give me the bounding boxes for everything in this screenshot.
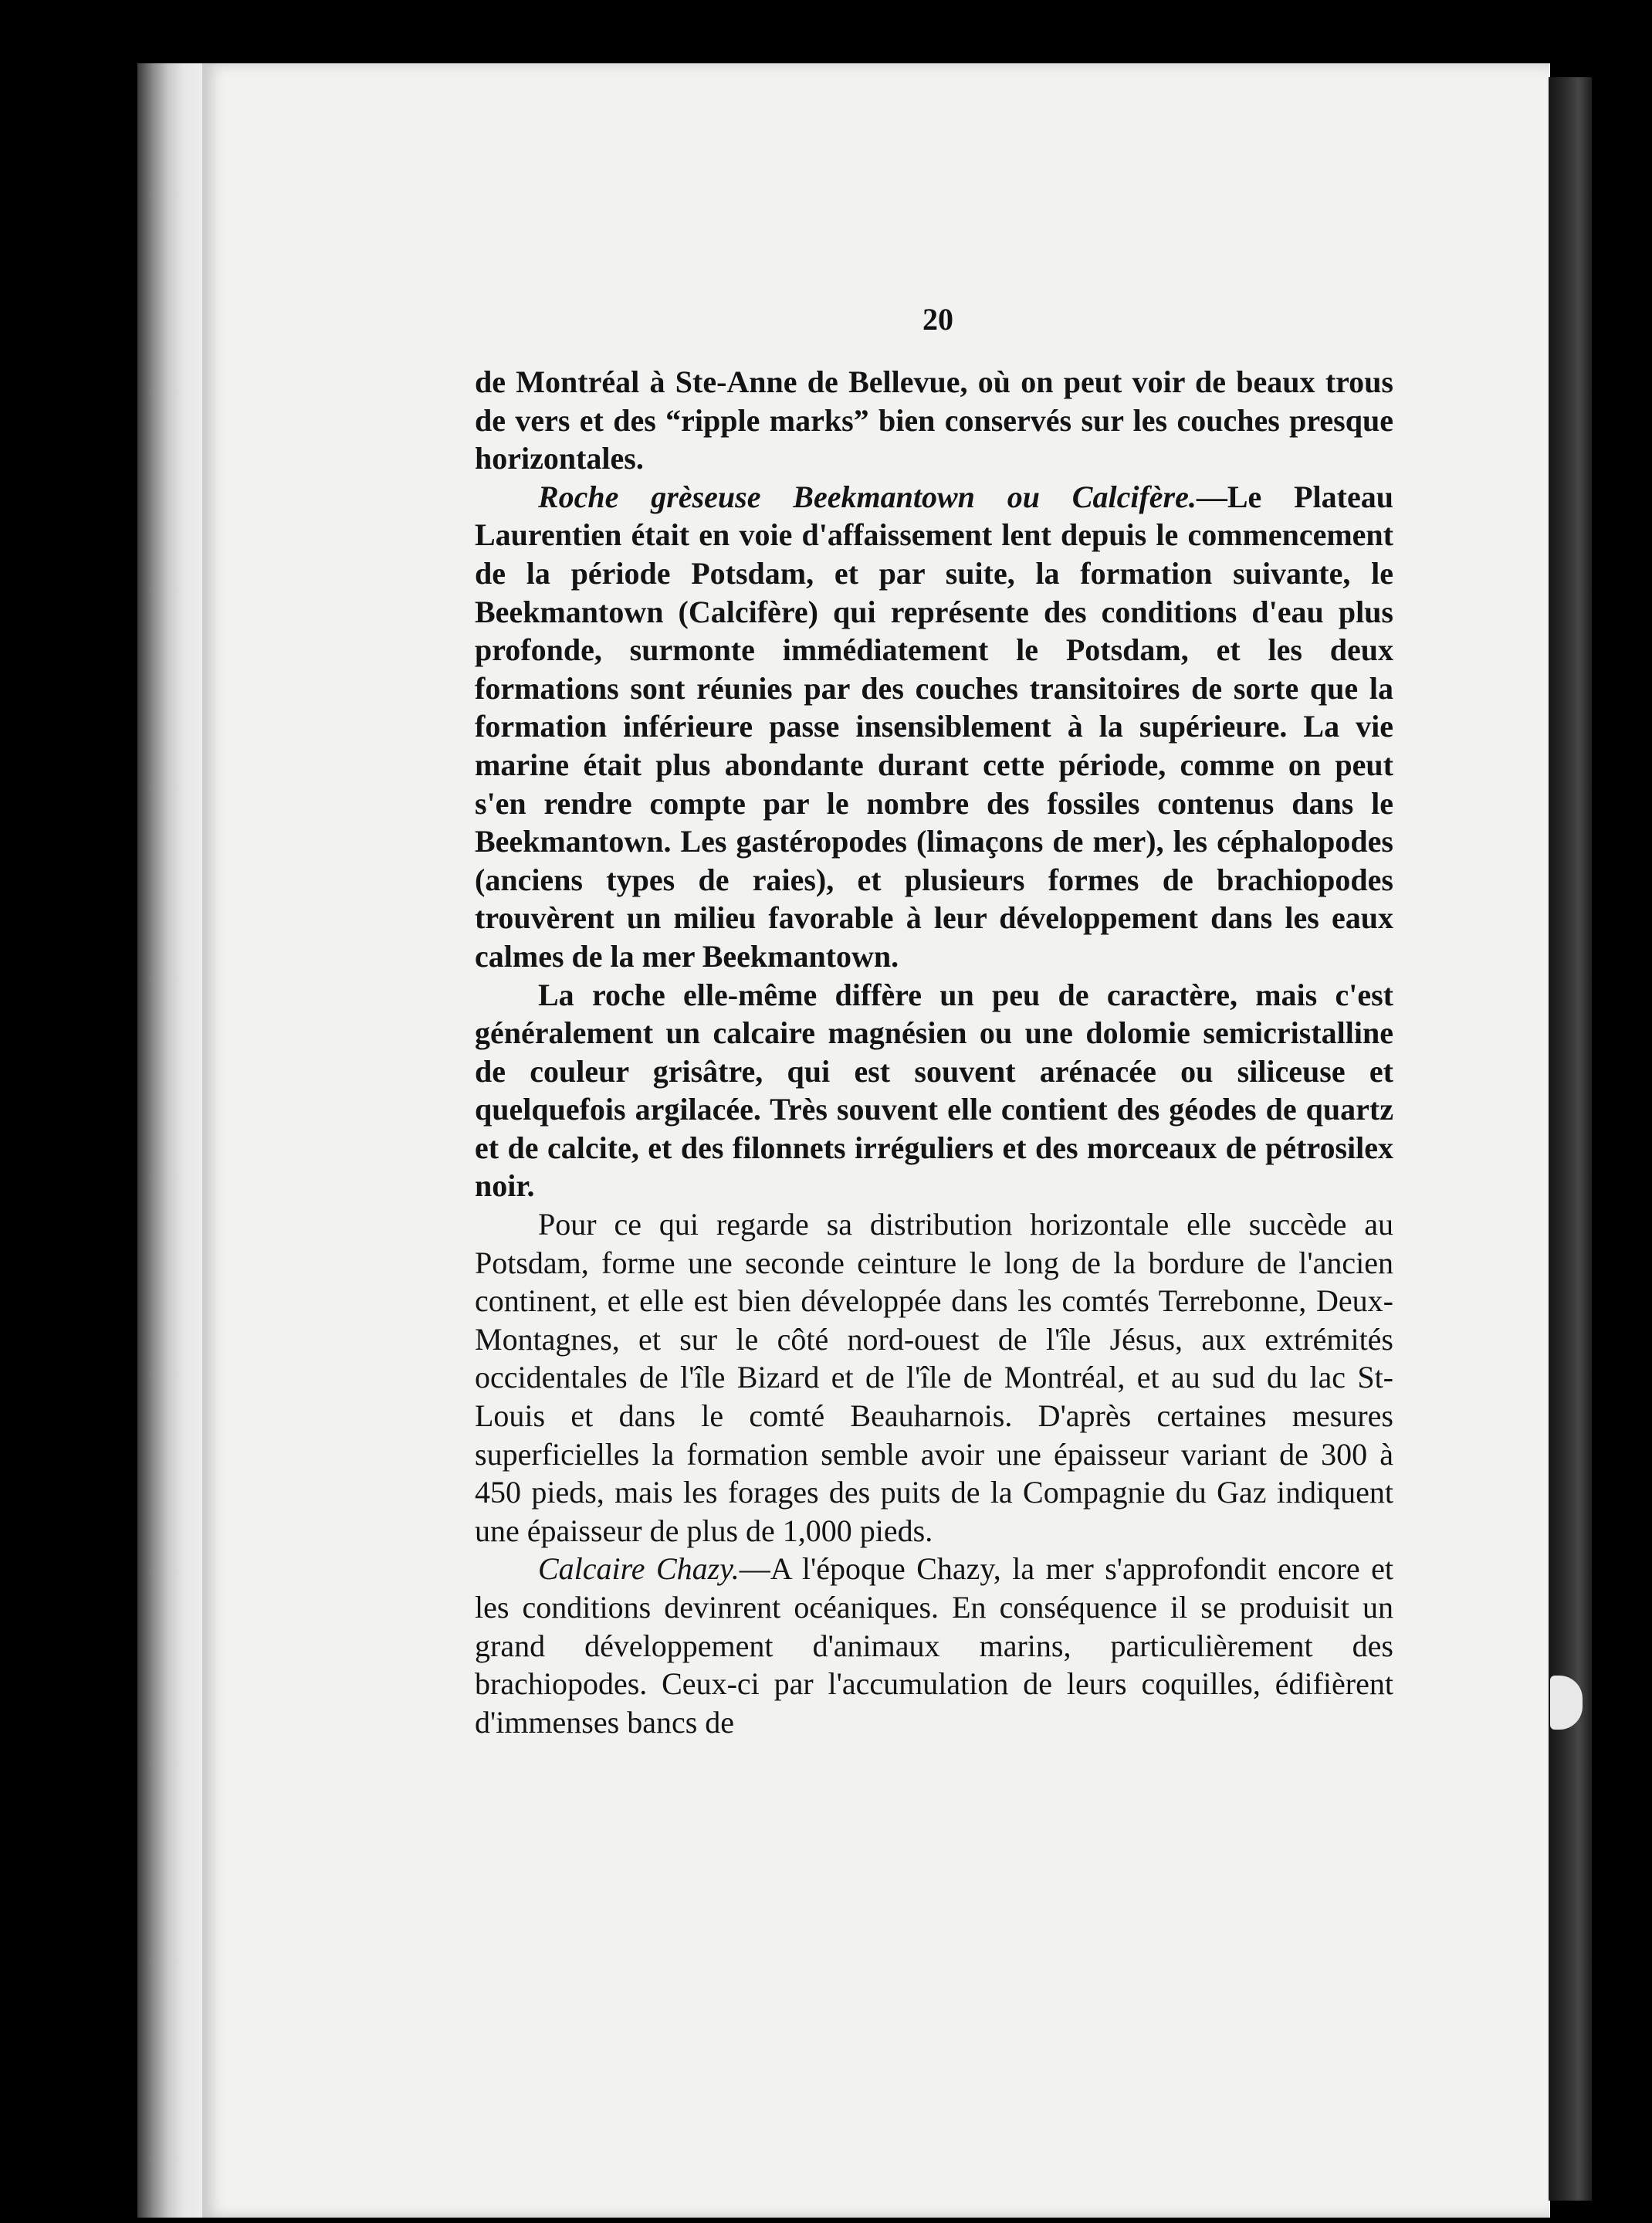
paragraph-2-text: —Le Plateau Laurentien était en voie d'affaissement lent depuis le commencement de la période Potsdam, et par suite, la formation suivante, le Beekmantown (Calcifère) qui représente des conditions d'eau plus profonde, surmonte immédiatement le Potsdam, et les deux formations sont réunies par des couches transitoires de sorte que la formation inférieure passe insensiblement à la supérieure. La vie marine était plus abondante durant cette période, comme on peut s'en rendre compte par le nombre des fossiles contenus dans le Beekmantown. Les gastéropodes (limaçons de mer), les céphalopodes (anciens types de raies), et plusieurs formes de brachiopodes trouvèrent un milieu favorable à leur développement dans les eaux calmes de la mer Beekmantown. [475, 479, 1393, 974]
right-page-edge [1549, 77, 1592, 2201]
paragraph-5-text: —A l'époque Chazy, la mer s'approfondit encore et les conditions devinrent océaniques. En conséquence il se produisit un grand développement d'animaux marins, particulièrement des brachiopodes. Ceux-ci par l'accumulation de leurs coquilles, édifièrent d'immenses bancs de [475, 1551, 1394, 1740]
paragraph-2 [475, 478, 1393, 976]
paragraph-1: de Montréal à Ste-Anne de Bellevue, où on peut voir de beaux trous de vers et des “ripple marks” bien conservés sur les couches presque horizontales. [475, 364, 1393, 476]
paragraph-3: La roche elle-même diffère un peu de caractère, mais c'est généralement un calcaire magnésien ou une dolomie semicristalline de couleur grisâtre, qui est souvent arénacée ou siliceuse et quelquefois argilacée. Très souvent elle contient des géodes de quartz et de calcite, et des filonnets irréguliers et des morceaux de pétrosilex noir. [475, 977, 1393, 1204]
section-heading-beekmantown: Roche grèseuse Beekmantown ou Calcifère. [538, 479, 1197, 514]
body-text [475, 363, 1393, 1741]
paragraph-5 [475, 1550, 1393, 1741]
page-number: 20 [922, 302, 953, 337]
section-heading-chazy: Calcaire Chazy. [538, 1551, 740, 1587]
paragraph-4: Pour ce qui regarde sa distribution horizontale elle succède au Potsdam, forme une seconde ceinture le long de la bordure de l'ancien continent, et elle est bien développée dans les comtés Terrebonne, Deux-Montagnes, et sur le côté nord-ouest de l'île Jésus, aux extrémités occidentales de l'île Bizard et de l'île de Montréal, et au sud du lac St-Louis et dans le comté Beauharnois. D'après certaines mesures superficielles la formation semble avoir une épaisseur variant de 300 à 450 pieds, mais les forages des puits de la Compagnie du Gaz indiquent une épaisseur de plus de 1,000 pieds. [475, 1207, 1393, 1548]
